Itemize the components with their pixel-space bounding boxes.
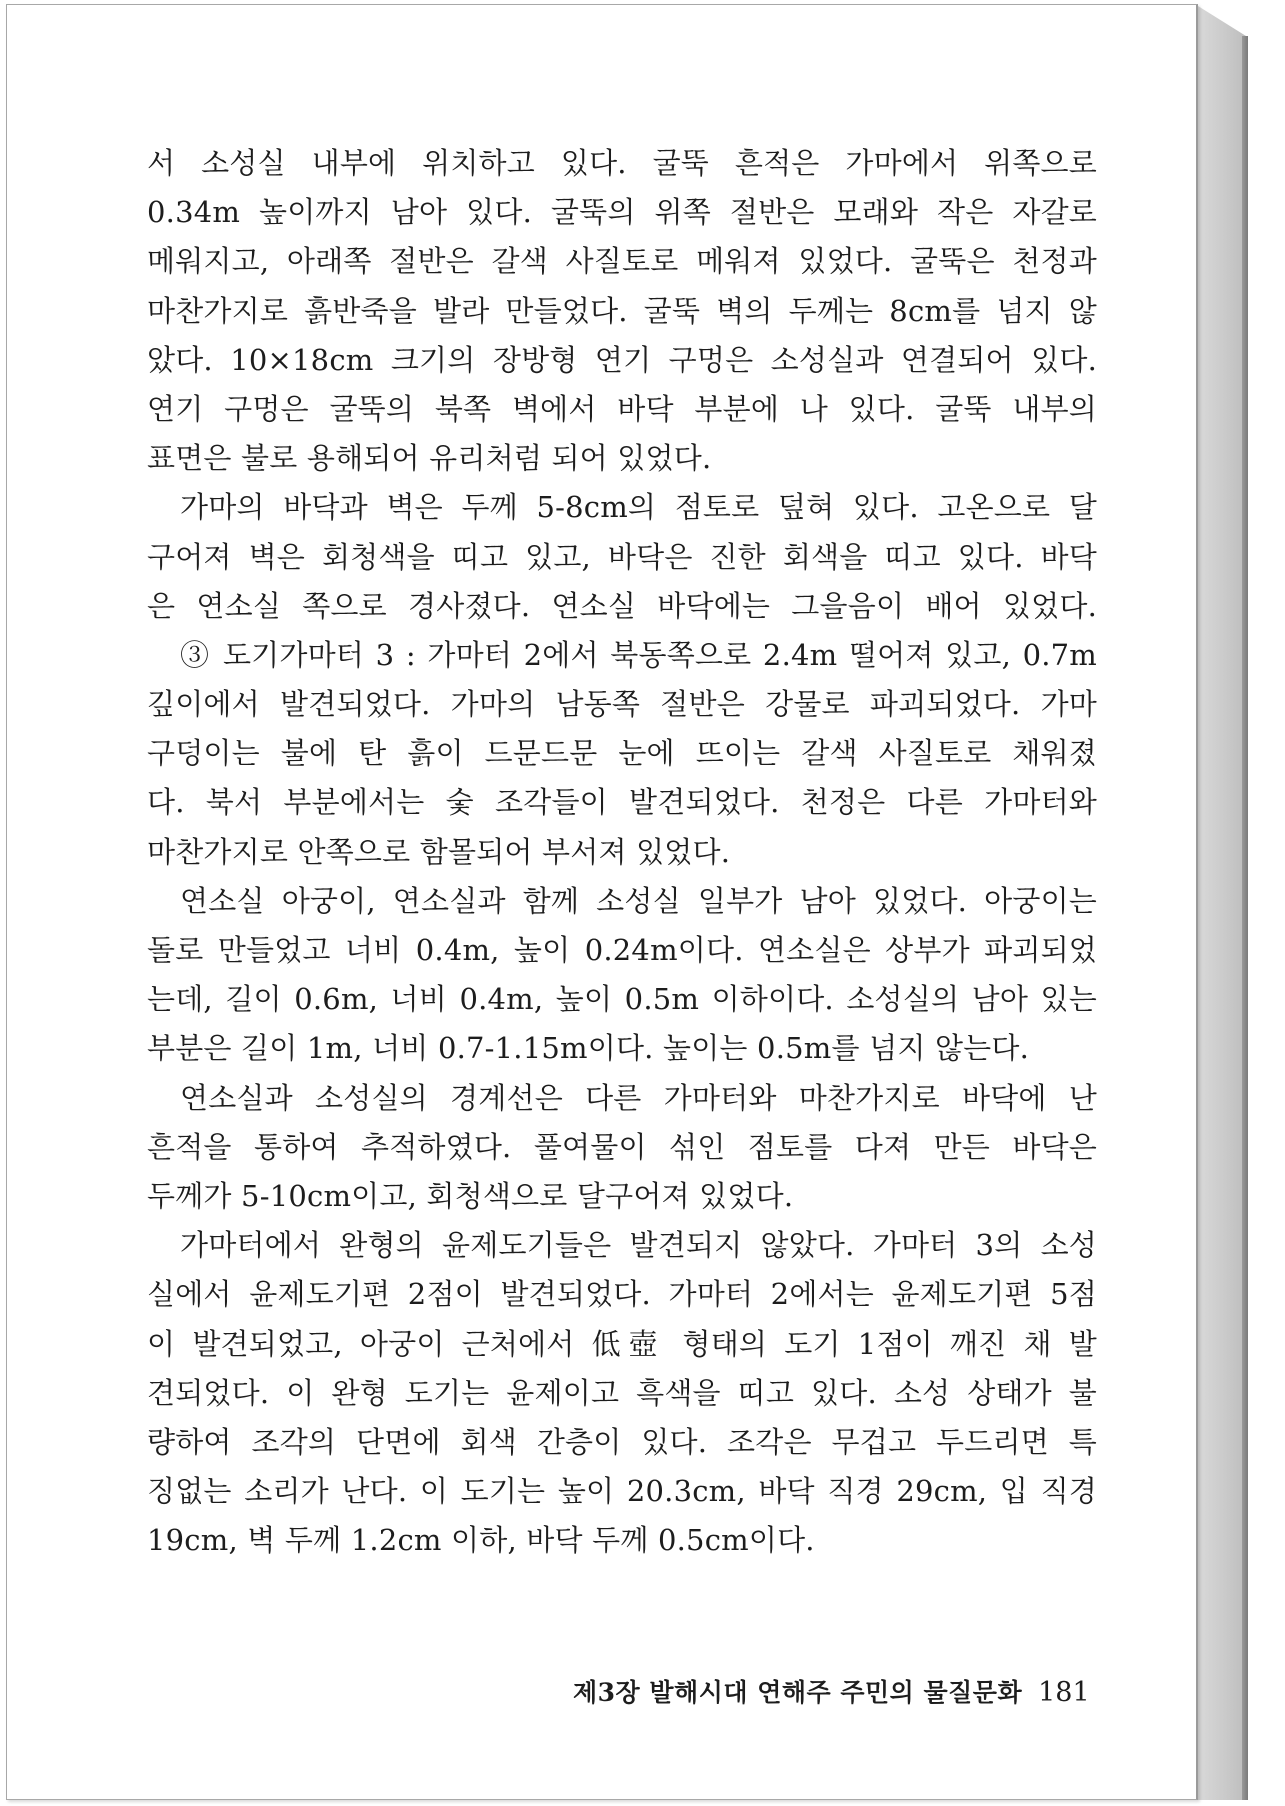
- text-line: 이 발견되었고, 아궁이 근처에서 低壺 형태의 도기 1점이 깨진 채 발: [147, 1326, 1097, 1361]
- text-line: 가마터에서 완형의 윤제도기들은 발견되지 않았다. 가마터 3의 소성: [180, 1228, 1097, 1263]
- text-line: 견되었다. 이 완형 도기는 윤제이고 흑색을 띠고 있다. 소성 상태가 불: [147, 1375, 1097, 1410]
- text-line: 은 연소실 쪽으로 경사졌다. 연소실 바닥에는 그을음이 배어 있었다.: [147, 588, 1097, 623]
- text-line: 는데, 길이 0.6m, 너비 0.4m, 높이 0.5m 이하이다. 소성실의 남아 있는: [147, 982, 1097, 1017]
- text-line: 흔적을 통하여 추적하였다. 풀여물이 섞인 점토를 다져 만든 바닥은: [147, 1129, 1097, 1164]
- text-line: 았다. 10×18cm 크기의 장방형 연기 구멍은 소성실과 연결되어 있다.: [147, 342, 1097, 377]
- text-line: 다. 북서 부분에서는 숯 조각들이 발견되었다. 천정은 다른 가마터와: [147, 785, 1097, 820]
- spine-edge: [1242, 36, 1248, 1800]
- text-line: 마찬가지로 흙반죽을 발라 만들었다. 굴뚝 벽의 두께는 8cm를 넘지 않: [147, 293, 1097, 328]
- text-line: 실에서 윤제도기편 2점이 발견되었다. 가마터 2에서는 윤제도기편 5점: [147, 1277, 1097, 1312]
- body-text: [147, 139, 1097, 1565]
- book-page: [6, 4, 1198, 1800]
- text-line: 돌로 만들었고 너비 0.4m, 높이 0.24m이다. 연소실은 상부가 파괴되었: [147, 933, 1097, 967]
- running-footer: [573, 1673, 1090, 1709]
- page-number: 181: [1038, 1677, 1090, 1708]
- text-line: 서 소성실 내부에 위치하고 있다. 굴뚝 흔적은 가마에서 위쪽으로: [147, 146, 1097, 180]
- text-line: 19cm, 벽 두께 1.2cm 이하, 바닥 두께 0.5cm이다.: [147, 1523, 815, 1558]
- text-line: 구덩이는 불에 탄 흙이 드문드문 눈에 뜨이는 갈색 사질토로 채워졌: [147, 736, 1097, 771]
- text-line: 부분은 길이 1m, 너비 0.7-1.15m이다. 높이는 0.5m를 넘지 않는다.: [147, 1031, 1030, 1066]
- text-line: 가마의 바닥과 벽은 두께 5-8cm의 점토로 덮혀 있다. 고온으로 달: [180, 490, 1097, 525]
- text-line: ③ 도기가마터 3 : 가마터 2에서 북동쪽으로 2.4m 떨어져 있고, 0.7m: [180, 637, 1097, 672]
- text-line: 연기 구멍은 굴뚝의 북쪽 벽에서 바닥 부분에 나 있다. 굴뚝 내부의: [147, 391, 1097, 426]
- text-line: 0.34m 높이까지 남아 있다. 굴뚝의 위쪽 절반은 모래와 작은 자갈로: [147, 195, 1097, 230]
- text-line: 두께가 5-10cm이고, 회청색으로 달구어져 있었다.: [147, 1178, 794, 1213]
- text-line: 량하여 조각의 단면에 회색 간층이 있다. 조각은 무겁고 두드리면 특: [147, 1424, 1097, 1459]
- text-line: 연소실 아궁이, 연소실과 함께 소성실 일부가 남아 있었다. 아궁이는: [180, 883, 1097, 918]
- text-line: 마찬가지로 안쪽으로 함몰되어 부서져 있었다.: [147, 834, 731, 869]
- chapter-title: 제3장 발해시대 연해주 주민의 물질문화: [573, 1678, 1023, 1707]
- text-line: 구어져 벽은 회청색을 띠고 있고, 바닥은 진한 회색을 띠고 있다. 바닥: [147, 539, 1097, 574]
- text-line: 표면은 불로 용해되어 유리처럼 되어 있었다.: [147, 441, 712, 476]
- text-line: 연소실과 소성실의 경계선은 다른 가마터와 마찬가지로 바닥에 난: [180, 1080, 1097, 1115]
- book-spine: [1198, 6, 1246, 1800]
- text-line: 메워지고, 아래쪽 절반은 갈색 사질토로 메워져 있었다. 굴뚝은 천정과: [147, 244, 1097, 279]
- text-line: 깊이에서 발견되었다. 가마의 남동쪽 절반은 강물로 파괴되었다. 가마: [147, 687, 1097, 722]
- text-line: 징없는 소리가 난다. 이 도기는 높이 20.3cm, 바닥 직경 29cm, 입 직경: [147, 1474, 1097, 1509]
